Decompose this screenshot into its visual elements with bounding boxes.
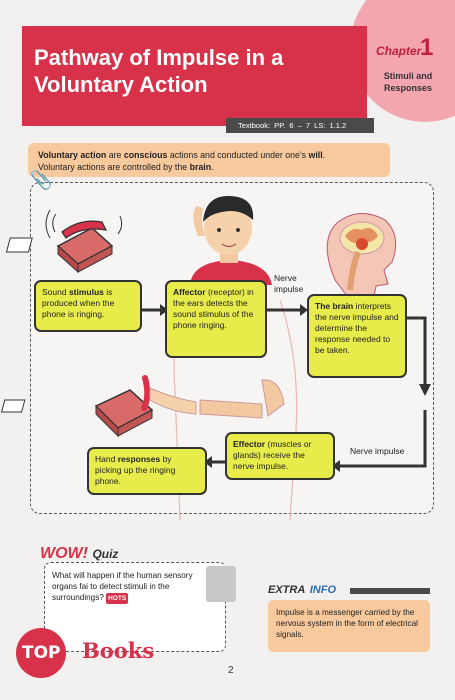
hand-phone-illustration bbox=[2, 378, 284, 436]
page-number: 2 bbox=[228, 665, 234, 676]
quiz-label: Quiz bbox=[92, 547, 119, 561]
affector-box bbox=[165, 280, 267, 358]
logo-top-text: TOP bbox=[22, 643, 61, 663]
extra-info-rule bbox=[350, 588, 430, 594]
brain-term: The brain bbox=[315, 301, 354, 311]
intro-term-will: will bbox=[308, 150, 323, 160]
stimulus-box bbox=[34, 280, 142, 332]
quiz-heading bbox=[40, 545, 118, 563]
effector-text: (muscles or glands) receive the nerve impulse. bbox=[233, 439, 312, 471]
intro-term-brain: brain bbox=[189, 162, 212, 172]
hots-badge: HOTS bbox=[108, 595, 127, 602]
chapter-number: 1 bbox=[420, 34, 434, 61]
intro-text: . bbox=[322, 150, 326, 160]
stimulus-text: is produced when the phone is ringing. bbox=[42, 287, 115, 319]
page-title: Pathway of Impulse in a Voluntary Action bbox=[34, 45, 284, 97]
intro-text: . bbox=[211, 162, 214, 172]
intro-term-conscious: conscious bbox=[123, 150, 168, 160]
intro-text: are bbox=[106, 150, 124, 160]
logo-books-text: Books bbox=[82, 638, 155, 663]
extra-info-box: Impulse is a messenger carried by the nervous system in the form of electrical signals. bbox=[268, 600, 430, 652]
chapter-label: Chapter bbox=[376, 44, 422, 58]
boy-illustration bbox=[190, 196, 272, 285]
affector-text: (receptor) in the ears detects the sound stimulus of the phone ringing. bbox=[173, 287, 254, 330]
response-term: responses bbox=[117, 454, 161, 464]
stimulus-term: stimulus bbox=[68, 287, 104, 297]
arrow-brain-down bbox=[407, 318, 425, 384]
paperclip-icon: 📎 bbox=[30, 170, 53, 190]
affector-term: Affector bbox=[173, 287, 206, 297]
nerve-impulse-label: Nerve impulse bbox=[350, 446, 405, 456]
brain-box bbox=[307, 294, 407, 378]
nerve-impulse-label: Nerve impulse bbox=[274, 273, 304, 294]
response-box bbox=[87, 447, 207, 495]
response-text: Hand bbox=[95, 454, 118, 464]
extra-label: EXTRA bbox=[268, 584, 306, 596]
extra-info-heading bbox=[268, 580, 336, 598]
arrow-to-effector bbox=[340, 410, 425, 466]
quiz-question-text: What will happen if the human sensory organs fai to detect stimuli in the surroundings? bbox=[52, 571, 193, 602]
textbook-reference: Textbook: PP. 6 – 7 LS: 1.1.2 bbox=[226, 118, 374, 133]
effector-term: Effector bbox=[233, 439, 266, 449]
intro-text: actions and conducted under one's bbox=[167, 150, 309, 160]
response-text: by picking up the ringing phone. bbox=[95, 454, 176, 486]
brain-head-illustration bbox=[327, 213, 396, 300]
effector-box bbox=[225, 432, 335, 480]
quiz-question bbox=[52, 570, 202, 604]
ringing-phone-illustration bbox=[6, 210, 121, 272]
intro-text: Voluntary actions are controlled by the bbox=[38, 162, 190, 172]
chapter-title: Stimuli and Responses bbox=[383, 71, 433, 93]
quiz-photo bbox=[206, 566, 236, 602]
info-label: INFO bbox=[309, 584, 337, 596]
stimulus-text: Sound bbox=[42, 287, 69, 297]
intro-term-voluntary: Voluntary action bbox=[38, 150, 107, 160]
brain-text: interprets the nerve impulse and determine the response needed to be taken. bbox=[315, 301, 399, 355]
wow-logo: WOW! bbox=[40, 545, 88, 562]
